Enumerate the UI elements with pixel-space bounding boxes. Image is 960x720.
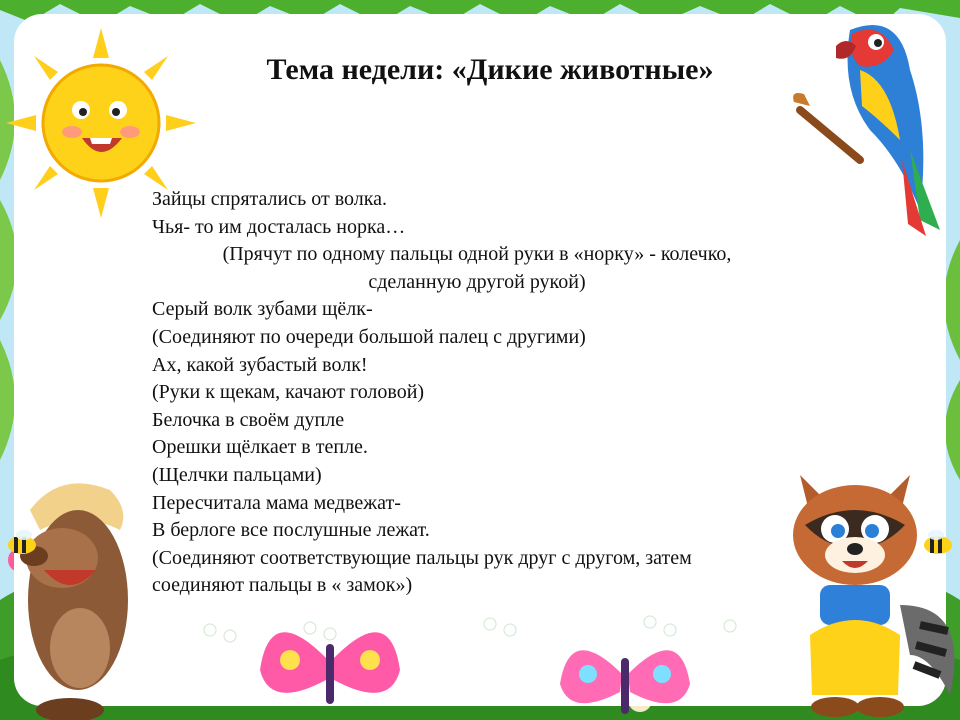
instruction-line: (Руки к щекам, качают головой) (152, 381, 425, 404)
poem-line: Ах, какой зубастый волк! (152, 353, 368, 376)
mole-icon (0, 470, 150, 720)
poem-line: Белочка в своём дупле (152, 408, 345, 431)
instruction-line: (Прячут по одному пальцы одной руки в «норку» - колечко, (222, 243, 732, 266)
poem-line: В берлоге все послушные лежат. (152, 519, 430, 542)
poem-line: Зайцы спрятались от волка. (152, 188, 388, 210)
poem-text (152, 186, 802, 600)
page-title: Тема недели: «Дикие животные» (266, 53, 714, 86)
poem-line: Серый волк зубами щёлк- (152, 298, 373, 321)
poem-line: Пересчитала мама медвежат- (152, 491, 401, 514)
poem-line: Чья- то им досталась норка… (152, 215, 406, 238)
instruction-line: (Соединяют по очереди большой палец с другими) (152, 325, 586, 348)
instruction-line: сделанную другой рукой) (368, 270, 586, 293)
flower-icon (190, 600, 770, 650)
bee-icon (920, 530, 956, 556)
instruction-line: (Щелчки пальцами) (152, 463, 322, 486)
bee-icon (4, 530, 40, 556)
instruction-line: (Соединяют соответствующие пальцы рук друг с другом, затем (152, 546, 692, 569)
parrot-icon (790, 10, 950, 240)
poem-line: Орешки щёлкает в тепле. (152, 436, 368, 459)
instruction-line: соединяют пальцы в « замок») (152, 574, 413, 597)
raccoon-icon (780, 455, 960, 720)
